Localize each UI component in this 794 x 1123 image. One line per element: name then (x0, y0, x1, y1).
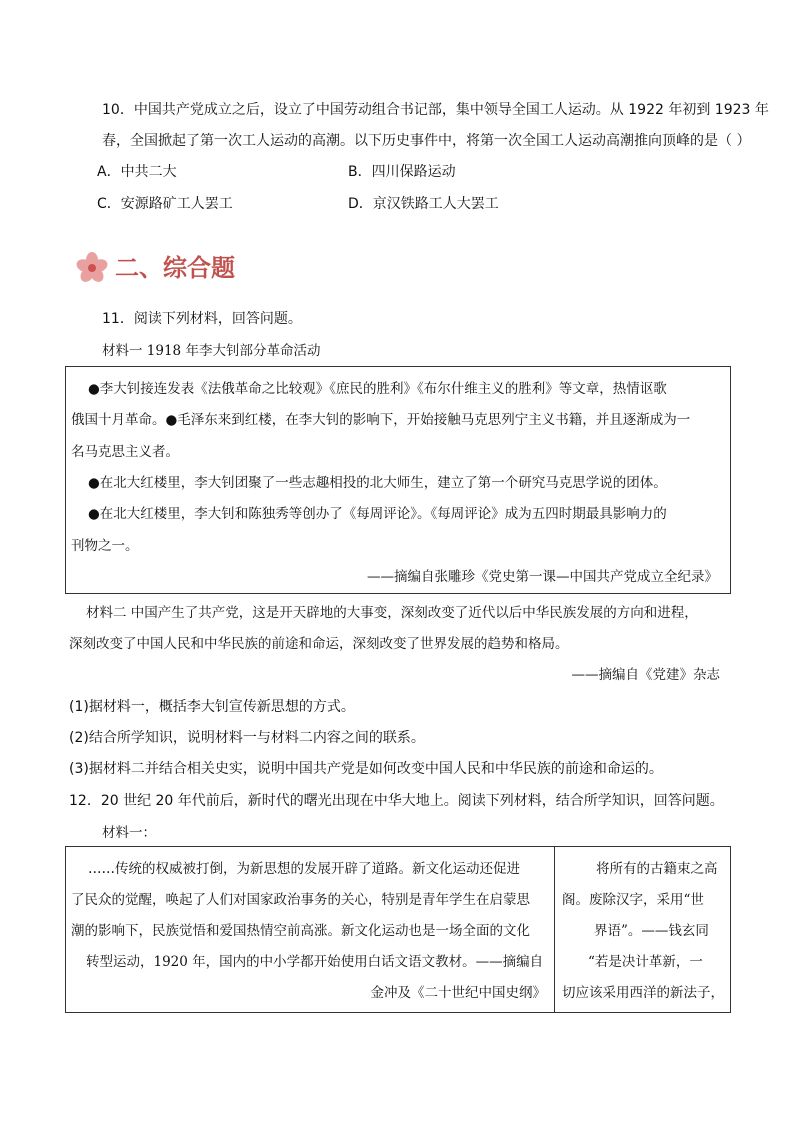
q11-sub-2: (2)结合所学知识，说明材料一与材料二内容之间的联系。 (69, 730, 425, 746)
q11-stem: 11．阅读下列材料，回答问题。 (102, 311, 302, 327)
q11-material-2-line-2: 深刻改变了中国人民和中华民族的前途和命运，深刻改变了世界发展的趋势和格局。 (69, 636, 569, 652)
q11-material-1-title: 材料一 1918 年李大钊部分革命活动 (102, 343, 321, 359)
section-title: 二、综合题 (115, 254, 235, 282)
q12-stem: 12．20 世纪 20 年代前后，新时代的曙光出现在中华大地上。阅读下列材料，结合所学知识，回答问题。 (69, 793, 724, 809)
table-divider (554, 847, 555, 1012)
table-cell-line: 潮的影响下，民族觉悟和爱国热情空前高涨。新文化运动也是一场全面的文化 (71, 923, 530, 939)
table-cell-line: 切应该采用西洋的新法子， (562, 985, 724, 1001)
table-cell-line: 金冲及《二十世纪中国史纲》 (370, 985, 546, 1001)
table-cell-line: “若是决计革新，一 (588, 954, 703, 970)
q10-line-2: 春，全国掀起了第一次工人运动的高潮。以下历史事件中，将第一次全国工人运动高潮推向顶峰的是（ ） (102, 133, 751, 149)
box-line: 俄国十月革命。●毛泽东来到红楼，在李大钊的影响下，开始接触马克思列宁主义书籍，并且逐渐成为一 (71, 412, 691, 428)
table-cell-line: 了民众的觉醒，唤起了人们对国家政治事务的关心，特别是青年学生在启蒙思 (71, 892, 530, 908)
q11-material-1-box (65, 366, 731, 594)
q10-option-d: D．京汉铁路工人大罢工 (348, 196, 499, 212)
flower-icon (76, 252, 108, 284)
q10-option-b: B．四川保路运动 (348, 164, 456, 180)
q10-line-1: 10．中国共产党成立之后，设立了中国劳动组合书记部，集中领导全国工人运动。从 1922 年初到 1923 年 (102, 102, 769, 118)
q12-material-table (65, 846, 731, 1013)
q11-material-2-source: ——摘编自《党建》杂志 (571, 667, 720, 683)
box-line: 名马克思主义者。 (71, 444, 179, 460)
q10-option-a: A．中共二大 (97, 164, 177, 180)
table-cell-line: 阁。废除汉字，采用“世 (562, 892, 704, 908)
box-line: ●在北大红楼里，李大钊团聚了一些志趣相投的北大师生，建立了第一个研究马克思学说的团体。 (88, 475, 667, 491)
box-source: ——摘编自张雕珍《党史第一课—中国共产党成立全纪录》 (367, 569, 718, 585)
box-line: ●李大钊接连发表《法俄革命之比较观》《庶民的胜利》《布尔什维主义的胜利》等文章，热情讴歌 (88, 381, 667, 397)
q11-sub-1: (1)据材料一，概括李大钊宣传新思想的方式。 (69, 699, 355, 715)
table-cell-line: 将所有的古籍束之高 (596, 861, 718, 877)
table-cell-line: 界语”。——钱玄同 (594, 923, 709, 939)
q11-sub-3: (3)据材料二并结合相关史实，说明中国共产党是如何改变中国人民和中华民族的前途和命运的。 (69, 761, 663, 777)
q10-option-c: C．安源路矿工人罢工 (97, 196, 233, 212)
q11-material-2-line-1: 材料二 中国产生了共产党，这是开天辟地的大事变，深刻改变了近代以后中华民族发展的方向和进程， (86, 605, 698, 621)
box-line: 刊物之一。 (71, 538, 139, 554)
table-cell-line: ……传统的权威被打倒，为新思想的发展开辟了道路。新文化运动还促进 (88, 861, 520, 877)
table-cell-line: 转型运动，1920 年，国内的中小学都开始使用白话文语文教材。——摘编自 (86, 954, 544, 970)
q12-material-1-title: 材料一： (102, 825, 156, 841)
box-line: ●在北大红楼里，李大钊和陈独秀等创办了《每周评论》。《每周评论》成为五四时期最具影响力的 (88, 506, 667, 522)
